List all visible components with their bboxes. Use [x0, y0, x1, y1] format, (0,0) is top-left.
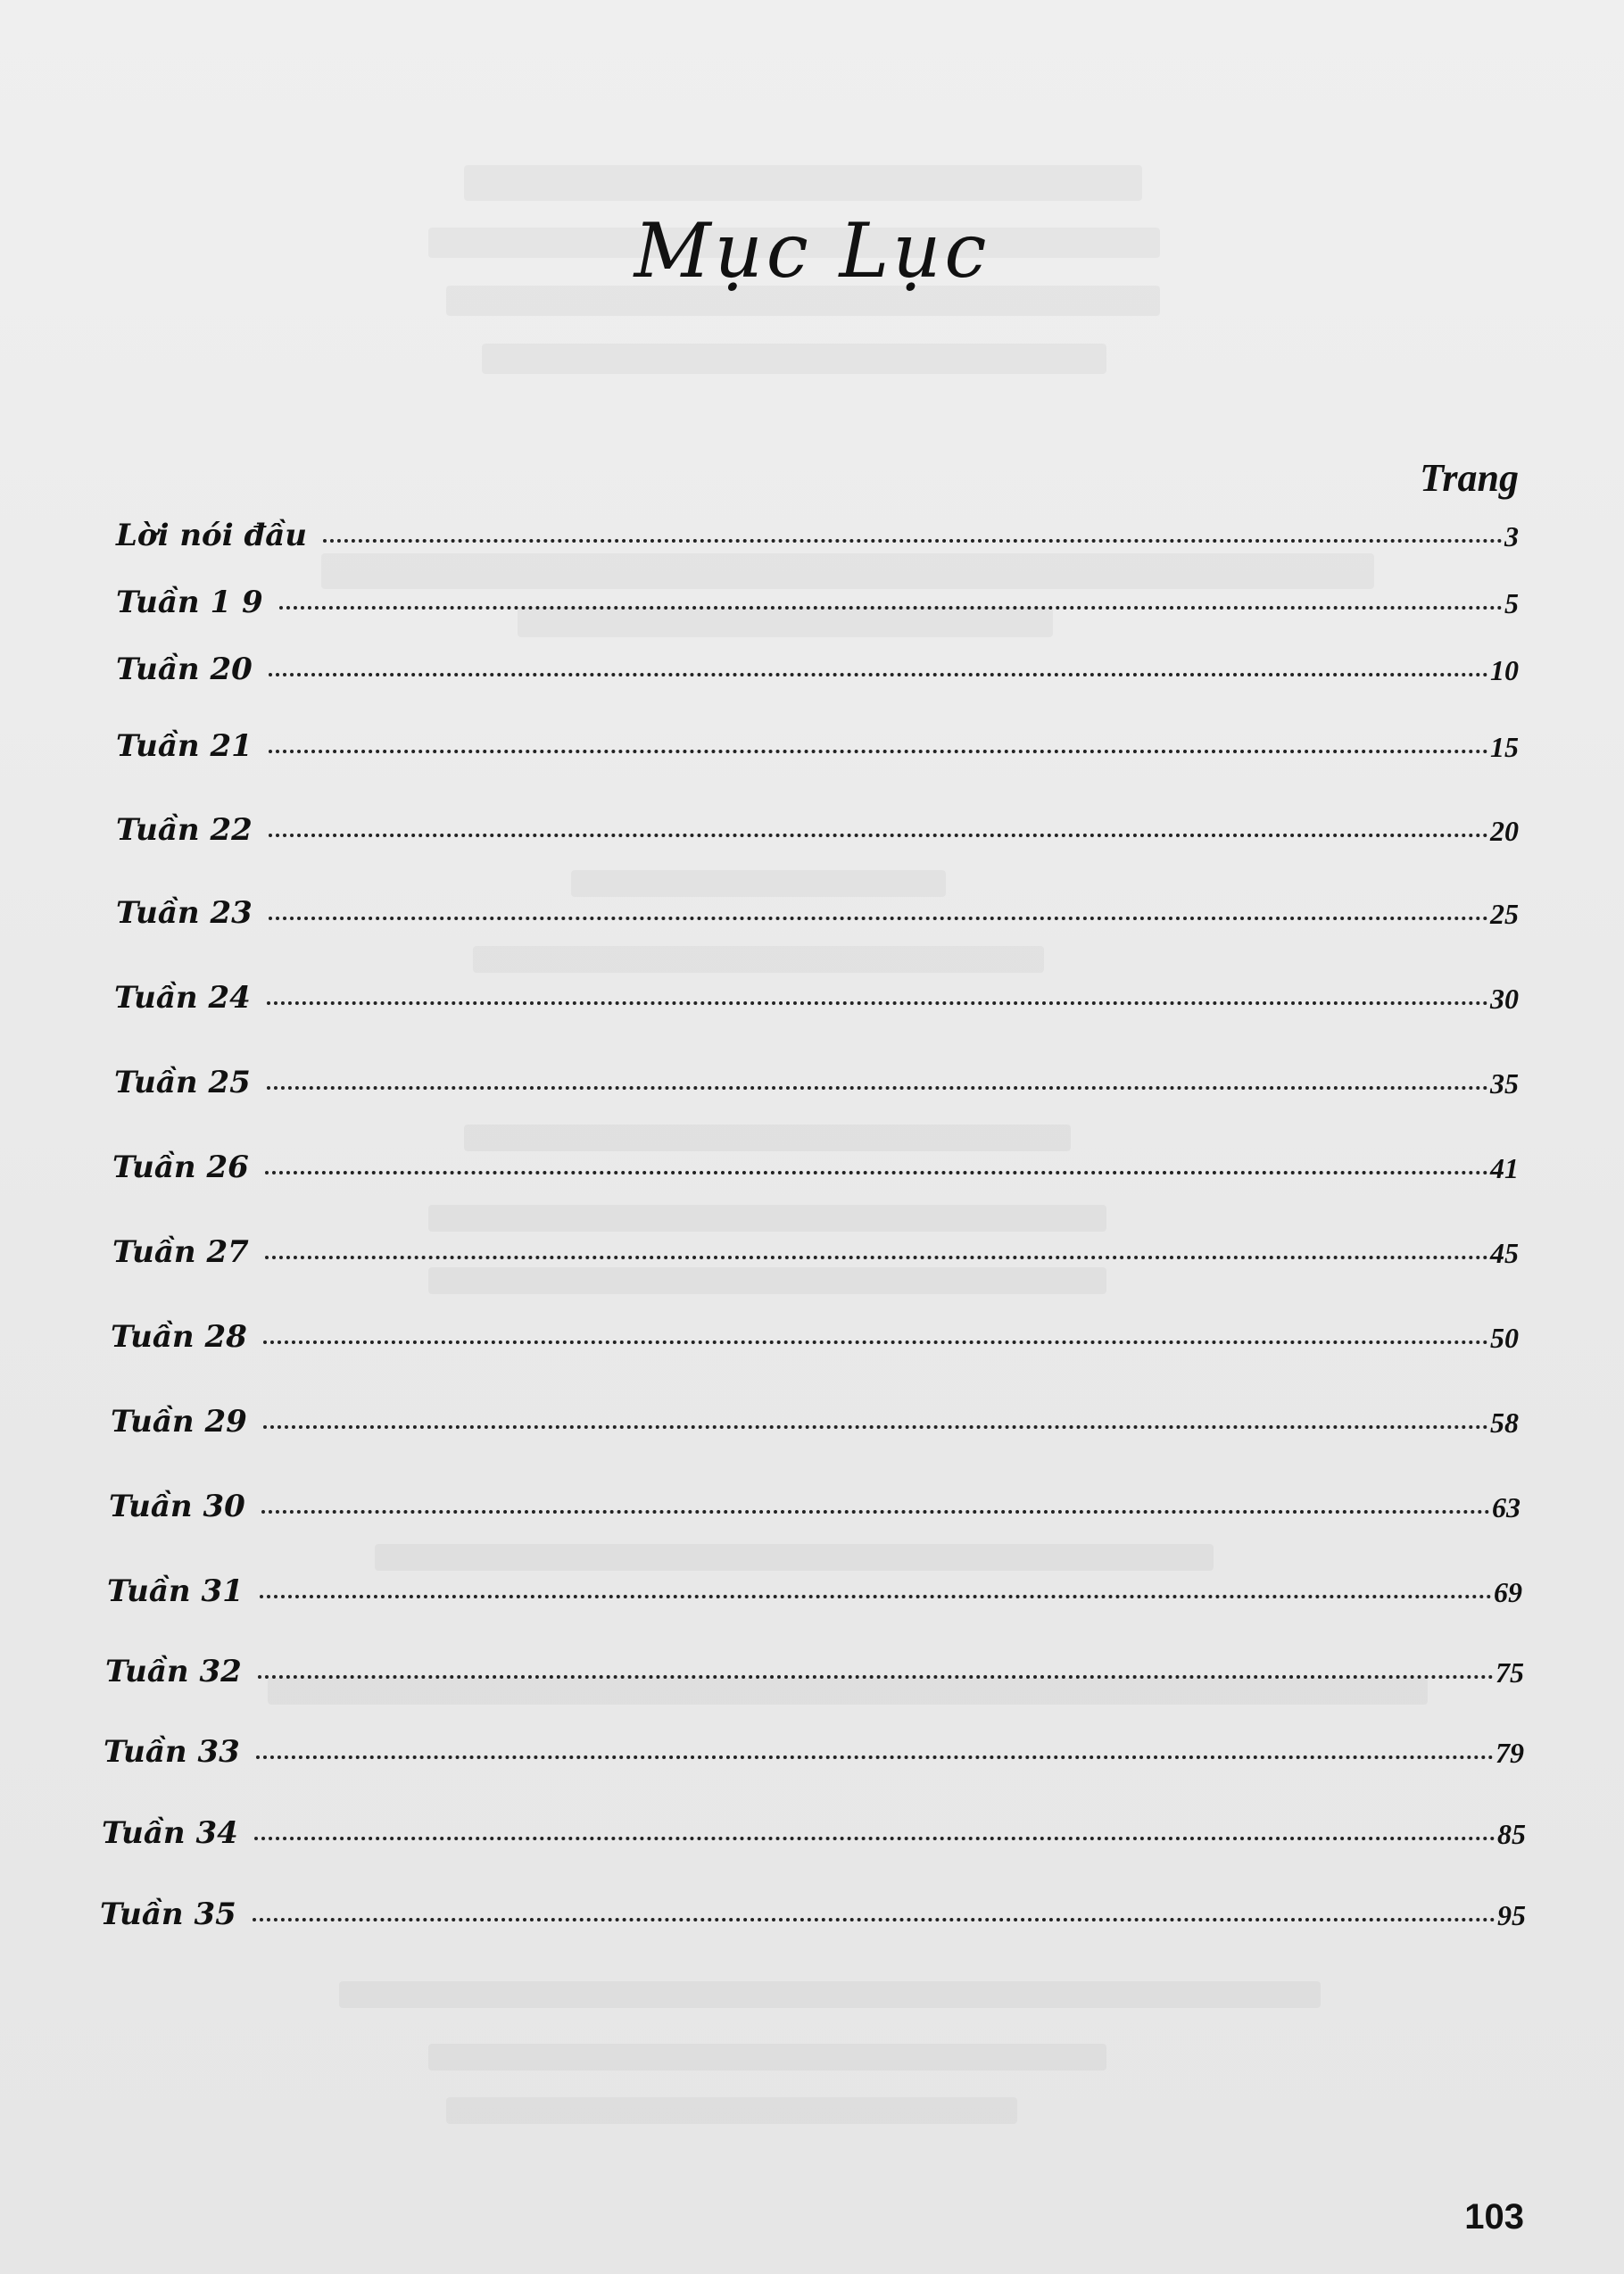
- toc-entry-label: Tuần 21: [116, 728, 253, 764]
- toc-entry-page: 35: [1490, 1067, 1519, 1100]
- dot-leader: [269, 917, 1488, 920]
- dot-leader: [323, 539, 1503, 543]
- toc-entry-label: Tuần 20: [116, 651, 253, 687]
- toc-entry-label: Tuần 25: [114, 1065, 251, 1100]
- toc-entry-label: Tuần 30: [109, 1489, 245, 1524]
- toc-entry-page: 41: [1490, 1152, 1519, 1184]
- toc-entry[interactable]: [100, 1879, 1526, 1932]
- dot-leader: [263, 1340, 1488, 1344]
- toc-entry-page: 20: [1490, 815, 1519, 847]
- toc-entry[interactable]: [116, 634, 1519, 687]
- dot-leader: [269, 673, 1488, 676]
- toc-entry-page: 58: [1490, 1407, 1519, 1439]
- dot-leader: [258, 1675, 1494, 1679]
- dot-leader: [260, 1595, 1492, 1598]
- dot-leader: [267, 1086, 1488, 1090]
- dot-leader: [261, 1510, 1490, 1514]
- toc-entry[interactable]: [116, 794, 1519, 848]
- page-title: Mục Lục: [634, 207, 990, 295]
- dot-leader: [265, 1171, 1488, 1174]
- toc-entry[interactable]: [114, 1047, 1519, 1100]
- toc-entry-label: Tuần 27: [112, 1234, 249, 1270]
- toc-entry-page: 79: [1496, 1737, 1524, 1769]
- toc-entry[interactable]: [102, 1797, 1526, 1851]
- toc-entry-label: Tuần 35: [100, 1896, 236, 1932]
- dot-leader: [267, 1001, 1488, 1005]
- toc-entry-page: 69: [1494, 1576, 1522, 1608]
- toc-entry-page: 15: [1490, 731, 1519, 763]
- toc-entry-page: 85: [1497, 1818, 1526, 1850]
- toc-entry-page: 5: [1504, 587, 1519, 619]
- toc-entry-label: Tuần 32: [105, 1654, 242, 1689]
- toc-entry-label: Tuần 1 9: [116, 585, 263, 620]
- toc-entry-label: Tuần 23: [116, 895, 253, 931]
- toc-entry-label: Tuần 24: [114, 980, 251, 1016]
- toc-entry[interactable]: [111, 1386, 1519, 1440]
- toc-entry-label: Lời nói đầu: [116, 518, 308, 553]
- dot-leader: [269, 834, 1488, 837]
- toc-entry[interactable]: [116, 500, 1519, 553]
- toc-entry-label: Tuần 22: [116, 812, 253, 848]
- toc-entry[interactable]: [104, 1716, 1524, 1770]
- toc-entry-label: Tuần 31: [107, 1573, 244, 1609]
- dot-leader: [279, 606, 1503, 610]
- toc-entry-page: 10: [1490, 654, 1519, 686]
- toc-entry-label: Tuần 33: [104, 1734, 240, 1770]
- toc-entry[interactable]: [111, 1301, 1519, 1355]
- toc-entry-page: 45: [1490, 1237, 1519, 1269]
- toc-entry[interactable]: [114, 962, 1519, 1016]
- dot-leader: [253, 1918, 1496, 1921]
- toc-entry-page: 3: [1504, 520, 1519, 552]
- toc-entry[interactable]: [116, 710, 1519, 764]
- dot-leader: [269, 750, 1488, 753]
- toc-entry-label: Tuần 34: [102, 1815, 238, 1851]
- toc-entry[interactable]: [107, 1556, 1522, 1609]
- toc-entry[interactable]: [116, 567, 1519, 620]
- dot-leader: [256, 1755, 1494, 1759]
- toc-entry-page: 25: [1490, 898, 1519, 930]
- dot-leader: [254, 1837, 1496, 1840]
- dot-leader: [263, 1425, 1488, 1429]
- toc-entry[interactable]: [112, 1132, 1519, 1185]
- toc-entry-page: 75: [1496, 1656, 1524, 1689]
- toc-entry-page: 63: [1492, 1491, 1520, 1523]
- page-column-header: Trang: [1420, 456, 1519, 500]
- toc-entry[interactable]: [112, 1216, 1519, 1270]
- toc-entry[interactable]: [105, 1636, 1524, 1689]
- dot-leader: [265, 1256, 1488, 1259]
- toc-entry-page: 30: [1490, 983, 1519, 1015]
- toc-entry-page: 95: [1497, 1899, 1526, 1931]
- toc-entry[interactable]: [116, 877, 1519, 931]
- toc-entry-label: Tuần 28: [111, 1319, 247, 1355]
- toc-entry-label: Tuần 26: [112, 1149, 249, 1185]
- toc-entry-page: 50: [1490, 1322, 1519, 1354]
- toc-entry[interactable]: [109, 1471, 1520, 1524]
- page-number: 103: [1464, 2197, 1524, 2237]
- toc-entry-label: Tuần 29: [111, 1404, 247, 1440]
